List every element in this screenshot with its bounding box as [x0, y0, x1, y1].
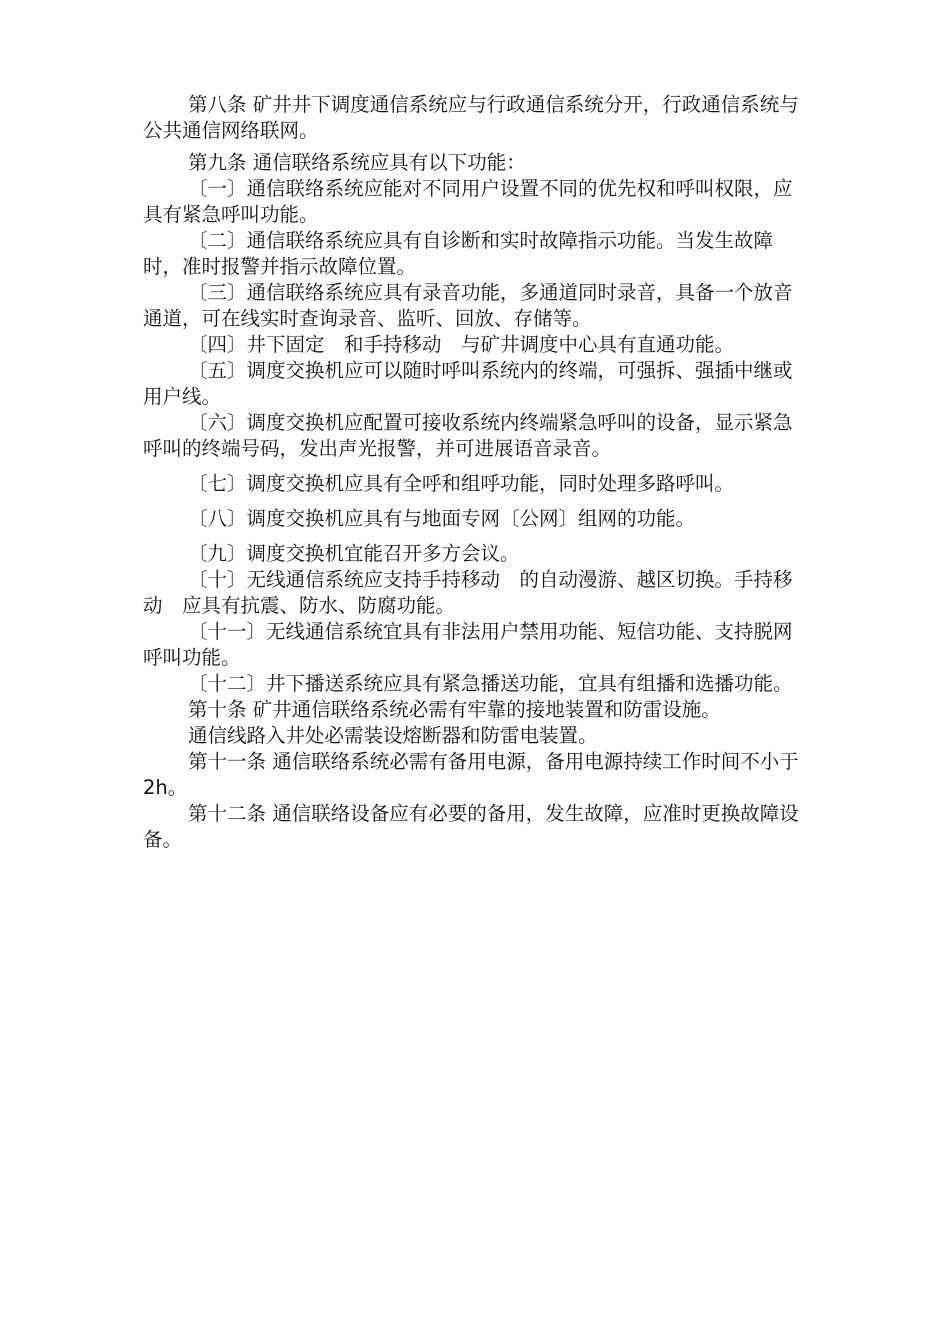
article-8: 第八条 矿井井下调度通信系统应与行政通信系统分开，行政通信系统与公共通信网络联网。 — [143, 93, 799, 142]
article-9-item-10: 〔十〕无线通信系统应支持手持移动 的自动漫游、越区切换。手持移动 应具有抗震、防水、防腐功能。 — [143, 568, 793, 617]
article-12: 第十二条 通信联络设备应有必要的备用，发生故障，应准时更换故障设备。 — [143, 802, 799, 851]
document-body — [143, 92, 808, 853]
article-9-item-11: 〔十一〕无线通信系统宜具有非法用户禁用功能、短信功能、支持脱网呼叫功能。 — [143, 620, 793, 669]
article-9-item-9: 〔九〕调度交换机宜能召开多方会议。 — [188, 542, 520, 565]
article-10: 第十条 矿井通信联络系统必需有牢靠的接地装置和防雷设施。 — [188, 698, 721, 721]
article-11: 第十一条 通信联络系统必需有备用电源，备用电源持续工作时间不小于 2h。 — [143, 750, 799, 799]
article-9-item-3: 〔三〕通信联络系统应具有录音功能，多通道同时录音，具备一个放音通道，可在线实时查询录音、监听、回放、存储等。 — [143, 281, 793, 330]
article-9-item-7: 〔七〕调度交换机应具有全呼和组呼功能，同时处理多路呼叫。 — [188, 472, 735, 495]
article-9-item-5: 〔五〕调度交换机应可以随时呼叫系统内的终端，可强拆、强插中继或用户线。 — [143, 359, 793, 408]
article-9-item-2: 〔二〕通信联络系统应具有自诊断和实时故障指示功能。当发生故障时，准时报警并指示故障位置。 — [143, 229, 774, 278]
article-10-line-2: 通信线路入井处必需装设熔断器和防雷电装置。 — [188, 724, 598, 747]
article-9-item-1: 〔一〕通信联络系统应能对不同用户设置不同的优先权和呼叫权限，应具有紧急呼叫功能。 — [143, 177, 793, 226]
article-9-item-8: 〔八〕调度交换机应具有与地面专网〔公网〕组网的功能。 — [188, 507, 696, 530]
article-9-item-4: 〔四〕井下固定 和手持移动 与矿井调度中心具有直通功能。 — [188, 333, 735, 356]
article-9-heading: 第九条 通信联络系统应具有以下功能： — [188, 151, 526, 174]
article-9-item-6: 〔六〕调度交换机应配置可接收系统内终端紧急呼叫的设备，显示紧急呼叫的终端号码，发出声光报警，并可进展语音录音。 — [143, 411, 793, 460]
article-9-item-12: 〔十二〕井下播送系统应具有紧急播送功能，宜具有组播和选播功能。 — [188, 672, 793, 695]
